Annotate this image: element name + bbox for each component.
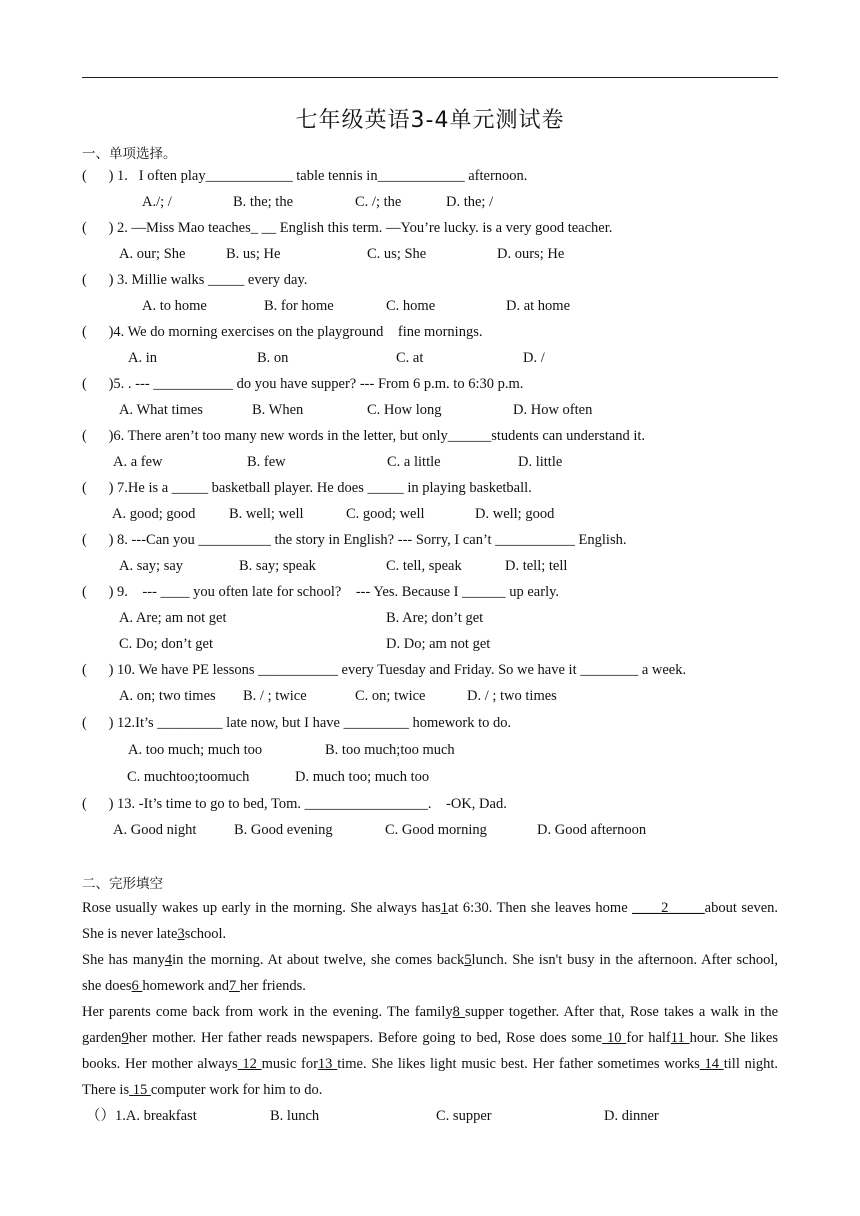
page-title: 七年级英语3-4单元测试卷 xyxy=(295,108,565,133)
q6-option-c: C. a little xyxy=(387,454,441,470)
passage-text: her mother. Her father reads newspapers. Before going to bed, Rose does some xyxy=(128,1030,603,1046)
passage-text: music for xyxy=(261,1056,318,1072)
question-1: ( ) 1. I often play____________ table tennis in____________ afternoon. xyxy=(82,168,528,184)
blank-11: 11 xyxy=(670,1030,690,1046)
q1-option-d: D. the; / xyxy=(446,194,494,210)
passage-text: She has many xyxy=(82,952,165,968)
q1-option-a: A./; / xyxy=(142,194,172,210)
passage-text: Rose usually wakes up early in the morning. She always has xyxy=(82,900,441,916)
passage-text: school. xyxy=(184,926,227,942)
q13-option-b: B. Good evening xyxy=(234,822,333,838)
cloze-q1-option-d: D. dinner xyxy=(604,1108,659,1124)
blank-10: 10 xyxy=(602,1030,627,1046)
q12-option-c: C. muchtoo;toomuch xyxy=(127,769,250,785)
q9-option-c: C. Do; don’t get xyxy=(119,636,213,652)
question-6: ( )6. There aren’t too many new words in the letter, but only______students can understand it. xyxy=(82,428,646,444)
cloze-q1-option-c: C. supper xyxy=(436,1108,492,1124)
question-5: ( )5. . --- ___________ do you have supper? --- From 6 p.m. to 6:30 p.m. xyxy=(82,376,524,392)
question-12: ( ) 12.It’s _________ late now, but I have _________ homework to do. xyxy=(82,715,512,731)
passage-text: about seven. She is never late xyxy=(82,900,779,942)
q3-option-c: C. home xyxy=(386,298,436,314)
q9-option-d: D. Do; am not get xyxy=(386,636,491,652)
q5-option-a: A. What times xyxy=(119,402,203,418)
question-13: ( ) 13. -It’s time to go to bed, Tom. _________________. -OK, Dad. xyxy=(82,796,507,812)
blank-12: 12 xyxy=(237,1056,262,1072)
q12-option-d: D. much too; much too xyxy=(295,769,430,785)
q6-option-a: A. a few xyxy=(113,454,163,470)
q2-option-d: D. ours; He xyxy=(497,246,565,262)
passage-text: at 6:30. Then she leaves home xyxy=(447,900,633,916)
q8-option-c: C. tell, speak xyxy=(386,558,462,574)
q2-option-c: C. us; She xyxy=(367,246,427,262)
q3-option-d: D. at home xyxy=(506,298,571,314)
blank-9: 9 xyxy=(121,1030,129,1046)
blank-7: 7 xyxy=(229,978,240,994)
blank-6: 6 xyxy=(131,978,143,994)
cloze-question-1: （）1.A. breakfast xyxy=(86,1108,197,1124)
q5-option-d: D. How often xyxy=(513,402,593,418)
q5-option-b: B. When xyxy=(252,402,304,418)
passage-text: supper together. After that, Rose takes a walk in the garden xyxy=(82,1004,779,1046)
question-2: ( ) 2. —Miss Mao teaches_ __ English this term. —You’re lucky. is a very good teacher. xyxy=(82,220,613,236)
passage-text: computer work for him to do. xyxy=(150,1082,323,1098)
blank-1: 1 xyxy=(440,900,448,916)
blank-4: 4 xyxy=(164,952,173,968)
question-4: ( )4. We do morning exercises on the playground fine mornings. xyxy=(82,324,483,340)
q13-option-a: A. Good night xyxy=(113,822,197,838)
question-7: ( ) 7.He is a _____ basketball player. He does _____ in playing basketball. xyxy=(82,480,532,496)
section-heading-1: 一、单项选择。 xyxy=(82,146,177,162)
q4-option-a: A. in xyxy=(128,350,157,366)
passage-text: lunch. She isn't busy in the afternoon. After school, she does xyxy=(82,952,778,994)
q3-option-b: B. for home xyxy=(264,298,334,314)
passage-text: her friends. xyxy=(239,978,306,994)
blank-5: 5 xyxy=(464,952,472,968)
passage-text: in the morning. At about twelve, she comes back xyxy=(172,952,465,968)
q7-option-b: B. well; well xyxy=(229,506,304,522)
question-3: ( ) 3. Millie walks _____ every day. xyxy=(82,272,308,288)
q6-option-b: B. few xyxy=(247,454,286,470)
q10-option-b: B. / ; twice xyxy=(243,688,307,704)
q12-option-a: A. too much; much too xyxy=(128,742,263,758)
q7-option-c: C. good; well xyxy=(346,506,425,522)
q5-option-c: C. How long xyxy=(367,402,442,418)
section-heading-2: 二、完形填空 xyxy=(82,876,163,892)
blank-14: 14 xyxy=(699,1056,724,1072)
q13-option-c: C. Good morning xyxy=(385,822,487,838)
passage-text: till night. There is xyxy=(82,1056,779,1098)
passage-text: for half xyxy=(626,1030,671,1046)
q2-option-b: B. us; He xyxy=(226,246,281,262)
blank-13: 13 xyxy=(317,1056,338,1072)
blank-8: 8 xyxy=(452,1004,466,1020)
q9-option-b: B. Are; don’t get xyxy=(386,610,484,626)
top-rule xyxy=(82,77,778,78)
q4-option-b: B. on xyxy=(257,350,289,366)
q8-option-b: B. say; speak xyxy=(239,558,316,574)
passage-text: Her parents come back from work in the evening. The family xyxy=(82,1004,453,1020)
q13-option-d: D. Good afternoon xyxy=(537,822,647,838)
blank-15: 15 xyxy=(129,1082,151,1098)
q3-option-a: A. to home xyxy=(142,298,207,314)
cloze-paragraph-1 xyxy=(82,895,778,947)
q10-option-c: C. on; twice xyxy=(355,688,426,704)
passage-text: homework and xyxy=(142,978,229,994)
q7-option-d: D. well; good xyxy=(475,506,555,522)
cloze-paragraph-2 xyxy=(82,947,778,999)
q1-option-c: C. /; the xyxy=(355,194,402,210)
q8-option-d: D. tell; tell xyxy=(505,558,568,574)
q12-option-b: B. too much;too much xyxy=(325,742,455,758)
blank-2: ____2_____ xyxy=(632,900,705,916)
q2-option-a: A. our; She xyxy=(119,246,186,262)
q10-option-d: D. / ; two times xyxy=(467,688,557,704)
q9-option-a: A. Are; am not get xyxy=(119,610,227,626)
q1-option-b: B. the; the xyxy=(233,194,294,210)
cloze-paragraph-3 xyxy=(82,999,778,1103)
blank-3: 3 xyxy=(177,926,185,942)
passage-text: time. She likes light music best. Her father sometimes works xyxy=(337,1056,700,1072)
q4-option-d: D. / xyxy=(523,350,545,366)
cloze-q1-option-b: B. lunch xyxy=(270,1108,320,1124)
question-9: ( ) 9. --- ____ you often late for school? --- Yes. Because I ______ up early. xyxy=(82,584,560,600)
question-10: ( ) 10. We have PE lessons ___________ every Tuesday and Friday. So we have it ________ a week. xyxy=(82,662,687,678)
q6-option-d: D. little xyxy=(518,454,563,470)
question-8: ( ) 8. ---Can you __________ the story in English? --- Sorry, I can’t ___________ English. xyxy=(82,532,627,548)
passage-text: hour. She likes books. Her mother always xyxy=(82,1030,779,1072)
q10-option-a: A. on; two times xyxy=(119,688,216,704)
q8-option-a: A. say; say xyxy=(119,558,184,574)
q7-option-a: A. good; good xyxy=(112,506,196,522)
q4-option-c: C. at xyxy=(396,350,424,366)
